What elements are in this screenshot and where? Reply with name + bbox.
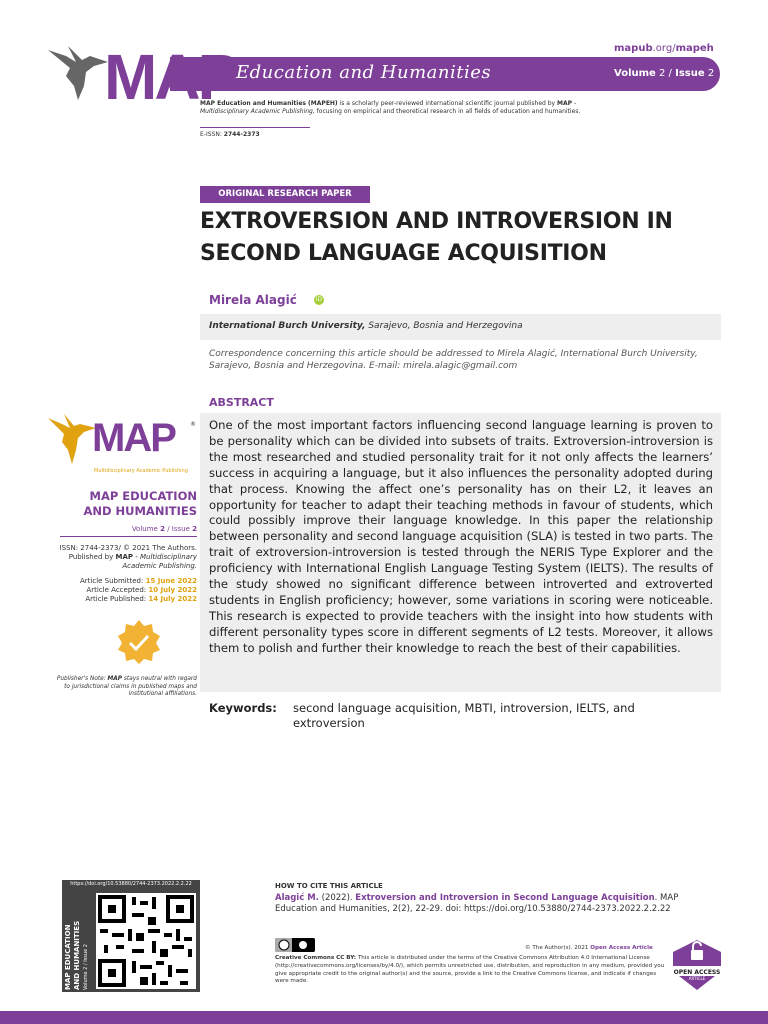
publisher-note bbox=[52, 676, 197, 699]
date-published bbox=[52, 595, 197, 604]
issue-value: 2 bbox=[707, 68, 715, 79]
title-line-2: SECOND LANGUAGE ACQUISITION bbox=[200, 241, 607, 266]
copyright-text: © The Author(s). 2021 bbox=[525, 945, 591, 951]
desc-end: focusing on empirical and theoretical research in all fields of education and humanities. bbox=[314, 108, 581, 115]
published-by-map: MAP bbox=[115, 553, 133, 561]
qr-side-line-3: Volume 2 / Issue 2 bbox=[83, 944, 89, 990]
header-volume: Volume 2 / Issue 2 bbox=[614, 68, 715, 79]
license-body: This article is distributed under the terms of the Creative Commons Attribution 4.0 International License (http://creativecommons.org/licenses/by/4.0/), which permits unrestricted use, distribution, and reproduction in any medium, provided you give appropriate credit to the original author(s) and the source, provide a link to the Creative Commons license, and indicate if changes were made. bbox=[275, 955, 665, 985]
published-by-label: Published by bbox=[68, 553, 116, 561]
sidebar-issue-label: Issue bbox=[171, 525, 190, 533]
qr-doi[interactable]: https://doi.org/10.53880/2744-2373.2022.2.2.22 bbox=[70, 881, 192, 887]
url-suffix: mapeh bbox=[675, 43, 714, 54]
desc-mid: is a scholarly peer-reviewed international scientific journal published by bbox=[337, 100, 558, 107]
sidebar-journal-name bbox=[60, 489, 197, 519]
note-map: MAP bbox=[107, 676, 123, 682]
affiliation-location: Sarajevo, Bosnia and Herzegovina bbox=[365, 321, 523, 331]
registered-mark: ® bbox=[190, 421, 196, 428]
open-access-label: OPEN ACCESS bbox=[673, 969, 721, 976]
copyright bbox=[525, 945, 653, 951]
license-text bbox=[275, 955, 665, 986]
footer-bar bbox=[0, 1011, 768, 1024]
eissn-label: E-ISSN: bbox=[200, 131, 222, 138]
submitted-date: 15 June 2022 bbox=[145, 577, 197, 585]
desc-pub-full: - Multidisciplinary Academic Publishing, bbox=[200, 100, 577, 115]
correspondence: Correspondence concerning this article should be addressed to Mirela Alagić, International Burch University, Sarajevo, Bosnia and Herzegovina. E-mail: mirela.alagic@gmail.com bbox=[209, 349, 698, 371]
keywords-text: second language acquisition, MBTI, introversion, IELTS, and extroversion bbox=[293, 701, 635, 730]
published-label: Article Published: bbox=[85, 595, 149, 603]
orcid-icon[interactable]: iD bbox=[315, 296, 323, 303]
copyright-open-access: Open Access Article bbox=[590, 945, 653, 951]
sidebar-volume-value: 2 bbox=[160, 525, 165, 533]
sidebar-journal-line-1: MAP EDUCATION bbox=[89, 489, 197, 503]
hummingbird-side-logo-icon bbox=[46, 412, 98, 468]
note-rest: stays neutral with regard to jurisdictional claims in published maps and institutional affiliations. bbox=[64, 676, 197, 697]
sidebar-volume-label: Volume bbox=[131, 525, 158, 533]
sidebar-volume: Volume 2 / Issue 2 bbox=[131, 525, 197, 533]
qr-side-line-1: MAP EDUCATION bbox=[64, 924, 72, 990]
desc-pub: MAP bbox=[557, 100, 573, 107]
citation-year: (2022). bbox=[318, 893, 356, 903]
published-date: 14 July 2022 bbox=[148, 595, 197, 603]
issue-label: Issue bbox=[675, 68, 705, 79]
citation-author: Alagić M. bbox=[275, 893, 319, 903]
divider bbox=[200, 127, 310, 128]
note-prefix: Publisher's Note: bbox=[56, 676, 108, 682]
qr-code-icon[interactable] bbox=[96, 893, 196, 989]
sidebar-logo: MAP bbox=[92, 416, 175, 460]
keywords-label: Keywords: bbox=[209, 701, 277, 715]
date-accepted bbox=[52, 586, 197, 595]
sidebar-journal-line-2: AND HUMANITIES bbox=[83, 504, 197, 518]
url-rest: .org/ bbox=[652, 43, 676, 54]
affiliation bbox=[209, 321, 523, 331]
abstract-heading: ABSTRACT bbox=[209, 396, 274, 409]
abstract-text: One of the most important factors influencing second language learning is proven to be personality which can be divided into subsets of traits. Extroversion-introversion is the most researched and studied personality trait for it not only affects the learners’ success in acquiring a language, but it also influences the personality adopted during that process. Knowing the affect one’s personality has on their L2, it leaves an opportunity for teacher to adapt their teaching methods in favour of students, which could possibly improve their language knowledge. In this paper the relationship between personality and second language acquisition (SLA) is tested in two parts. The trait of extroversion-introversion is tested through the NERIS Type Explorer and the proficiency with International English Language Testing System (IELTS). The results of the study showed no significant difference between introverted and extroverted students in English proficiency; however, some variations in scoring were noticeable. This research is expected to provide teachers with the insight into how students with different personality types score in different segments of L2 tests. Moreover, it allows them to polish and further their knowledge to reach the best of their capabilities. bbox=[209, 418, 713, 655]
article-type-badge: ORIGINAL RESEARCH PAPER bbox=[200, 186, 370, 203]
open-access-badge-icon bbox=[671, 940, 723, 990]
sidebar-issue-value: 2 bbox=[192, 525, 197, 533]
citation-heading: HOW TO CITE THIS ARTICLE bbox=[275, 882, 383, 890]
published-by-line-2: Academic Publishing. bbox=[122, 562, 197, 570]
sidebar-issn bbox=[52, 544, 197, 571]
url-prefix: mapub bbox=[614, 43, 653, 54]
license-label: Creative Commons CC BY: bbox=[275, 955, 357, 961]
volume-value: 2 bbox=[659, 68, 666, 79]
published-by-rest: - Multidisciplinary bbox=[133, 553, 197, 561]
citation-text bbox=[275, 893, 715, 915]
title-line-1: EXTROVERSION AND INTROVERSION IN bbox=[200, 209, 673, 234]
eissn bbox=[200, 131, 260, 138]
citation-rest: . MAP Education and Humanities, 2(2), 22-29. doi: https://doi.org/10.53880/2744-2373.2022.2.2.22 bbox=[275, 893, 679, 914]
affiliation-institution: International Burch University, bbox=[209, 321, 366, 331]
author-name[interactable]: Mirela Alagić bbox=[209, 293, 297, 307]
open-access-sub: ARTICLE bbox=[688, 976, 706, 981]
qr-side-label bbox=[64, 890, 91, 990]
header-logo: MAP bbox=[104, 41, 238, 113]
submitted-label: Article Submitted: bbox=[79, 577, 146, 585]
article-dates bbox=[52, 577, 197, 604]
journal-url[interactable] bbox=[614, 43, 714, 54]
qr-side-line-2: AND HUMANITIES bbox=[73, 920, 81, 990]
accepted-date: 10 July 2022 bbox=[148, 586, 197, 594]
volume-label: Volume bbox=[614, 68, 656, 79]
sidebar-logo-subtitle: Multidisciplinary Academic Publishing bbox=[94, 468, 188, 474]
sidebar-divider bbox=[60, 536, 197, 537]
accepted-label: Article Accepted: bbox=[86, 586, 149, 594]
article-title bbox=[200, 206, 720, 270]
date-submitted bbox=[52, 577, 197, 586]
published-by bbox=[52, 553, 197, 562]
journal-description bbox=[200, 100, 620, 116]
verified-seal-icon bbox=[117, 620, 161, 664]
cc-by-icon[interactable] bbox=[275, 938, 315, 952]
desc-journal: MAP Education and Humanities (MAPEH) bbox=[200, 100, 338, 107]
eissn-value: 2744-2373 bbox=[223, 131, 260, 138]
issn-line: ISSN: 2744-2373/ © 2021 The Authors. bbox=[59, 544, 197, 552]
citation-title: Extroversion and Introversion in Second Language Acquisition bbox=[355, 893, 655, 903]
journal-name: Education and Humanities bbox=[236, 62, 492, 83]
